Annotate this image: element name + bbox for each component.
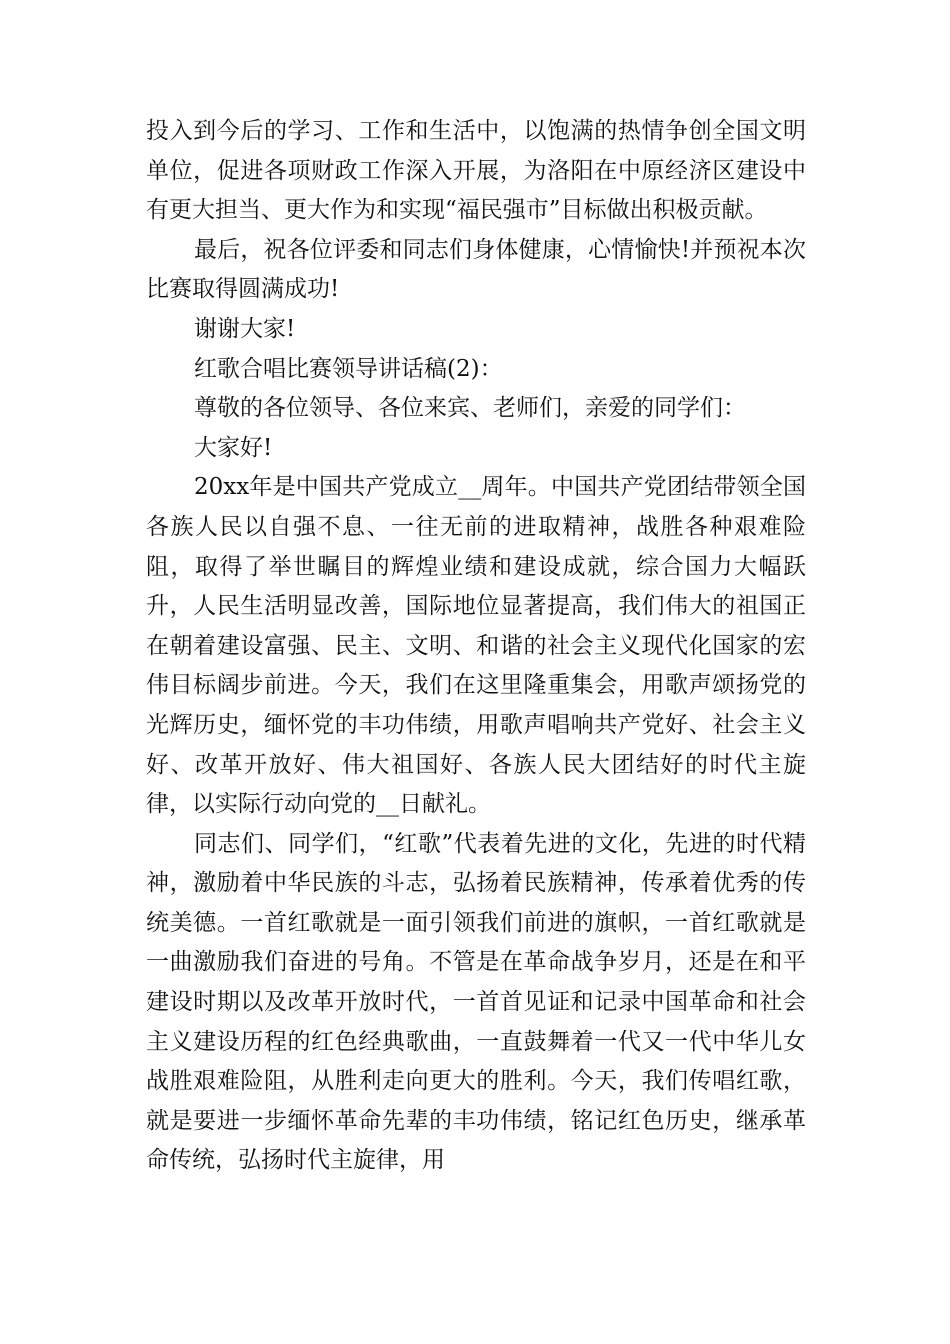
document-body	[146, 112, 806, 1181]
paragraph-6: 大家好!	[194, 434, 273, 461]
paragraph-1: 投入到今后的学习、工作和生活中，以饱满的热情争创全国文明单位，促进各项财政工作深入开展，为洛阳在中原经济区建设中有更大担当、更大作为和实现“福民强市”目标做出积极贡献。	[146, 118, 806, 224]
paragraph-5: 尊敬的各位领导、各位来宾、老师们，亲爱的同学们：	[194, 395, 746, 422]
paragraph-8: 同志们、同学们，“红歌”代表着先进的文化，先进的时代精神，激励着中华民族的斗志，弘扬着民族精神，传承着优秀的传统美德。一首红歌就是一面引领我们前进的旗帜，一首红歌就是一曲激励我们奋进的号角。不管是在革命战争岁月，还是在和平建设时期以及改革开放时代，一首首见证和记录中国革命和社会主义建设历程的红色经典歌曲，一直鼓舞着一代又一代中华儿女战胜艰难险阻，从胜利走向更大的胜利。今天，我们传唱红歌，就是要进一步缅怀革命先辈的丰功伟绩，铭记红色历史，继承革命传统，弘扬时代主旋律，用	[146, 830, 806, 1174]
paragraph-4: 红歌合唱比赛领导讲话稿(2)：	[194, 355, 503, 382]
paragraph-3: 谢谢大家!	[194, 315, 296, 342]
paragraph-7: 20xx年是中国共产党成立__周年。中国共产党团结带领全国各族人民以自强不息、一往无前的进取精神，战胜各种艰难险阻，取得了举世瞩目的辉煌业绩和建设成就，综合国力大幅跃升，人民生活明显改善，国际地位显著提高，我们伟大的祖国正在朝着建设富强、民主、文明、和谐的社会主义现代化国家的宏伟目标阔步前进。今天，我们在这里隆重集会，用歌声颂扬党的光辉历史，缅怀党的丰功伟绩，用歌声唱响共产党好、社会主义好、改革开放好、伟大祖国好、各族人民大团结好的时代主旋律，以实际行动向党的__日献礼。	[146, 474, 806, 818]
paragraph-2: 最后，祝各位评委和同志们身体健康，心情愉快!并预祝本次比赛取得圆满成功!	[146, 236, 806, 303]
